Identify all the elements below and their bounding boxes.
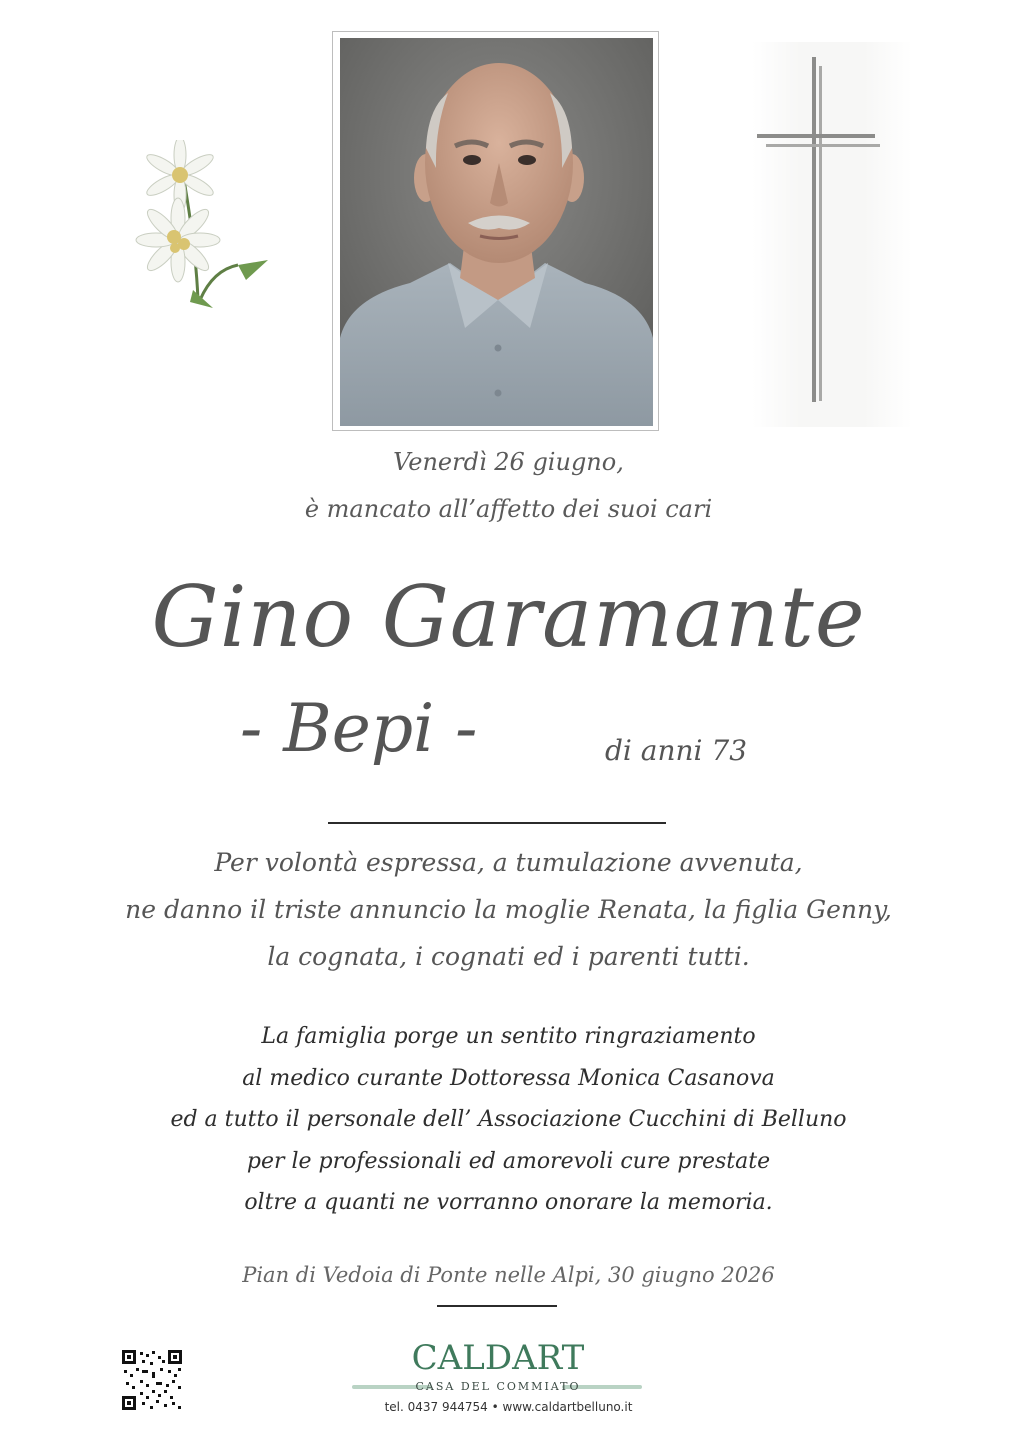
date-line: Venerdì 26 giugno, bbox=[393, 448, 624, 476]
qr-code bbox=[122, 1350, 182, 1410]
place-date: Pian di Vedoia di Ponte nelle Alpi, 30 giugno 2026 bbox=[242, 1263, 775, 1287]
divider-line bbox=[328, 822, 666, 824]
notice-line: ne danno il triste annuncio la moglie Renata, la figlia Genny, bbox=[125, 895, 892, 924]
thanks-line: ed a tutto il personale dell’ Associazione Cucchini di Belluno bbox=[170, 1107, 847, 1132]
cross-icon bbox=[752, 52, 892, 402]
thanks-line: al medico curante Dottoressa Monica Casanova bbox=[242, 1066, 775, 1091]
thanks-line: per le professionali ed amorevoli cure prestate bbox=[246, 1149, 771, 1174]
age: di anni 73 bbox=[605, 734, 748, 767]
brand-logo: CALDART bbox=[411, 1338, 585, 1378]
nickname: - Bepi - bbox=[240, 690, 478, 767]
edelweiss-flower bbox=[118, 140, 268, 310]
thanks-line: La famiglia porge un sentito ringraziamento bbox=[261, 1024, 756, 1049]
portrait-photo-frame bbox=[332, 31, 659, 431]
divider-short bbox=[437, 1305, 557, 1307]
notice-line: la cognata, i cognati ed i parenti tutti. bbox=[267, 942, 750, 971]
notice-line: Per volontà espressa, a tumulazione avvenuta, bbox=[214, 848, 803, 877]
contact-info: tel. 0437 944754 • www.caldartbelluno.it bbox=[384, 1400, 633, 1414]
intro-line: è mancato all’affetto dei suoi cari bbox=[304, 495, 713, 523]
portrait-photo bbox=[340, 38, 653, 426]
brand-subtitle: CASA DEL COMMIATO bbox=[415, 1380, 581, 1393]
deceased-name: Gino Garamante bbox=[151, 568, 866, 666]
thanks-line: oltre a quanti ne vorranno onorare la memoria. bbox=[244, 1190, 773, 1215]
